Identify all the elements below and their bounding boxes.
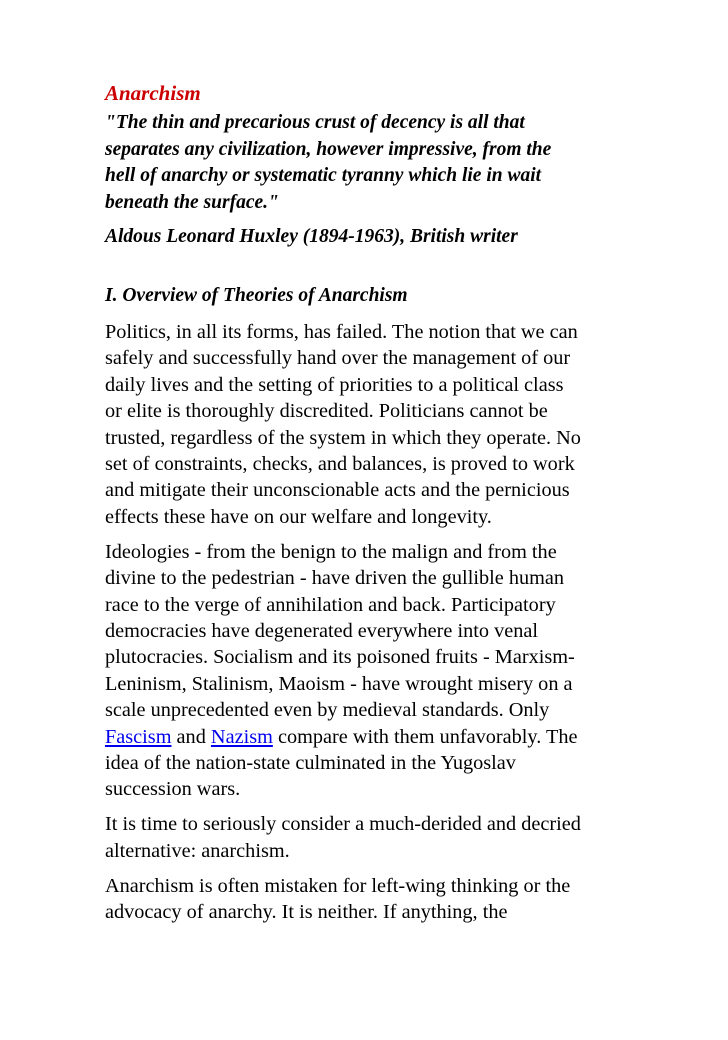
paragraph-line: divine to the pedestrian - have driven the gullible human (105, 567, 565, 590)
paragraph-line: effects these have on our welfare and longevity. (105, 505, 492, 528)
paragraph-line: safely and successfully hand over the management of our (105, 347, 571, 370)
paragraph-line: race to the verge of annihilation and back. Participatory (105, 593, 556, 616)
paragraph-line: plutocracies. Socialism and its poisoned fruits - Marxism- (105, 646, 575, 669)
document-page (105, 80, 645, 925)
paragraph-mistaken (105, 873, 645, 926)
epigraph-quote (105, 110, 645, 216)
quote-line: hell of anarchy or systematic tyranny which lie in wait (105, 165, 542, 186)
paragraph-line: Ideologies - from the benign to the malign and from the (105, 540, 557, 563)
paragraph-line: trusted, regardless of the system in which they operate. No (105, 426, 581, 449)
fascism-link[interactable]: Fascism (105, 725, 172, 748)
paragraph-line: advocacy of anarchy. It is neither. If anything, the (105, 901, 508, 924)
paragraph-line: and mitigate their unconscionable acts and the pernicious (105, 479, 570, 502)
paragraph-ideologies (105, 539, 645, 803)
nazism-link[interactable]: Nazism (210, 725, 273, 748)
link-line-tail-text: compare with them unfavorably. The (272, 725, 578, 748)
section-heading: I. Overview of Theories of Anarchism (105, 284, 408, 306)
quote-line: separates any civilization, however impressive, from the (105, 138, 552, 160)
quote-line: "The thin and precarious crust of decency is all that (105, 112, 525, 133)
paragraph-politics (105, 319, 645, 530)
paragraph-line: alternative: anarchism. (105, 839, 290, 862)
quote-attribution: Aldous Leonard Huxley (1894-1963), British writer (105, 226, 518, 247)
paragraph-line: Anarchism is often mistaken for left-wing thinking or the (105, 874, 571, 897)
paragraph-line: daily lives and the setting of priorities to a political class (105, 373, 564, 396)
paragraph-line-with-links (105, 724, 645, 750)
paragraph-line: Politics, in all its forms, has failed. The notion that we can (105, 321, 578, 343)
link-separator-text: and (171, 725, 211, 748)
paragraph-line: scale unprecedented even by medieval standards. Only (105, 699, 550, 722)
paragraph-line: or elite is thoroughly discredited. Politicians cannot be (105, 400, 548, 423)
paragraph-alternative (105, 811, 645, 864)
paragraph-line: set of constraints, checks, and balances, is proved to work (105, 453, 575, 476)
paragraph-line: It is time to seriously consider a much-derided and decried (105, 813, 581, 836)
document-title: Anarchism (105, 81, 201, 105)
paragraph-line: democracies have degenerated everywhere into venal (105, 619, 538, 642)
quote-line: beneath the surface." (105, 191, 279, 213)
paragraph-line: succession wars. (105, 778, 241, 801)
paragraph-line: idea of the nation-state culminated in the Yugoslav (105, 752, 516, 774)
paragraph-line: Leninism, Stalinism, Maoism - have wrought misery on a (105, 672, 573, 695)
